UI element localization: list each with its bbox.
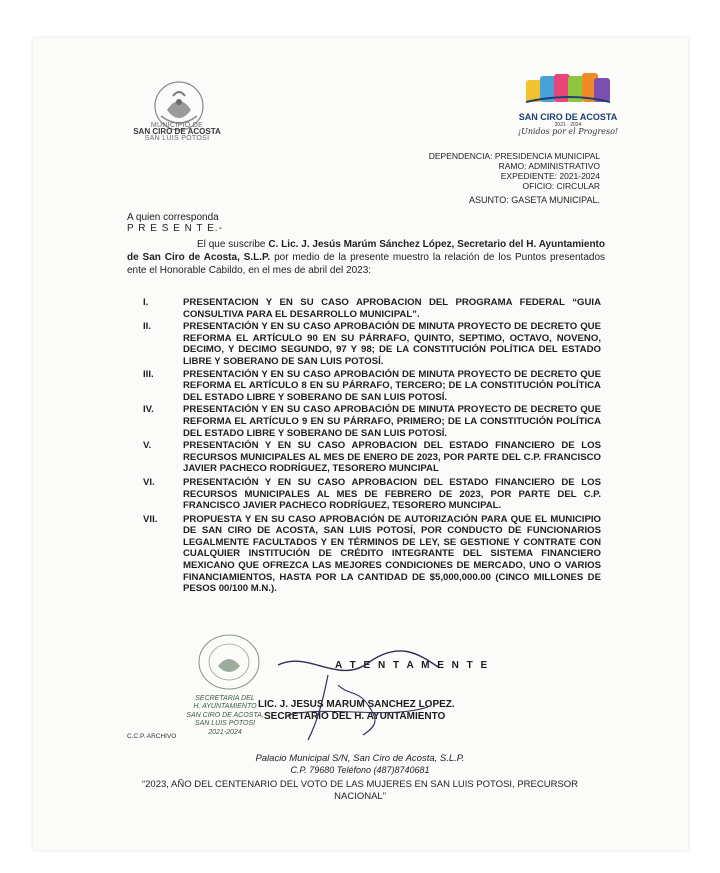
meta-ramo: RAMO: ADMINISTRATIVO — [498, 161, 600, 171]
agenda-list — [143, 297, 601, 595]
ccp-archivo: C.C.P. ARCHIVO — [127, 733, 177, 740]
agenda-item-number: V. — [143, 440, 152, 452]
stamp-line-2: H. AYUNTAMIENTO — [193, 703, 257, 711]
agenda-item-text: PRESENTACION Y EN SU CASO APROBACION DEL PROGRAMA FEDERAL “GUIA CONSULTIVA PARA EL DESARROLLO MUNICIPAL”. — [183, 297, 601, 320]
agenda-item — [143, 477, 601, 512]
closing-atentamente: A T E N T A M E N T E — [335, 660, 490, 671]
agenda-item — [143, 514, 601, 595]
stamp-line-1: SECRETARIA DEL — [195, 695, 255, 702]
logo-title: SAN CIRO DE ACOSTA — [518, 112, 618, 122]
official-stamp-icon — [184, 630, 274, 692]
agenda-item-text: PROPUESTA Y EN SU CASO APROBACIÓN DE AUTORIZACIÓN PARA QUE EL MUNICIPIO DE SAN CIRO DE ACOSTA, SAN LUIS POTOSÍ, POR CONDUCTO DE FUNCIONARIOS LEGALMENTE FACULTADOS Y EN TÉRMINOS DE LEY, SE GESTIONE Y CONTRATE CON CUALQUIER INSTITUCIÓN DE CRÉDITO INTEGRANTE DEL SISTEMA FINANCIERO MEXICANO QUE OFREZCA LAS MEJORES CONDICIONES DE MERCADO, UNO O VARIOS FINANCIAMIENTOS, HASTA POR LA CANTIDAD DE $5,000,000.00 (CINCO MILLONES DE PESOS 00/100 M.N.). — [183, 513, 601, 595]
handwritten-signature-icon — [268, 645, 448, 745]
footer-address: Palacio Municipal S/N, San Ciro de Acosta, S.L.P. — [255, 753, 465, 764]
intro-paragraph — [127, 238, 605, 277]
stamp-line-3: SAN CIRO DE ACOSTA, — [186, 711, 264, 719]
agenda-item-number: II. — [143, 321, 151, 333]
greeting-line-1: A quien corresponda — [127, 212, 219, 223]
agenda-item-text: PRESENTACIÓN Y EN SU CASO APROBACIÓN DE MINUTA PROYECTO DE DECRETO QUE REFORMA EL ARTÍCULO 8 EN SU PÁRRAFO, TERCERO; DE LA CONSTITUCIÓN POLÍTICA DEL ESTADO LIBRE Y SOBERANO DE SAN LUIS POTOSÍ. — [183, 368, 601, 403]
agenda-item-text: PRESENTACIÓN Y EN SU CASO APROBACIÓN DE MINUTA PROYECTO DE DECRETO QUE REFORMA EL ARTÍCULO 90 EN SU PÁRRAFO, QUINTO, SEPTIMO, OCTAVO, NOVENO, DECIMO, Y DECIMO SEGUNDO, 97 Y 98; DE LA CONSTITUCIÓN POLÍTICA DEL ESTADO LIBRE Y SOBERANO DE SAN LUIS POTOSÍ. — [183, 321, 601, 367]
agenda-item-number: I. — [143, 297, 149, 308]
agenda-item — [143, 297, 601, 320]
municipal-logo-icon — [522, 70, 614, 110]
agenda-item — [143, 440, 601, 475]
logo-years: 2021 - 2024 — [554, 122, 582, 128]
meta-expediente: EXPEDIENTE: 2021-2024 — [500, 171, 600, 181]
emblem-municipality-name: SAN CIRO DE ACOSTA — [133, 127, 221, 136]
footer-phone: C.P. 79680 Teléfono (487)8740681 — [290, 765, 430, 775]
greeting-line-2: P R E S E N T E.- — [127, 223, 223, 234]
meta-asunto: ASUNTO: GASETA MUNICIPAL. — [468, 195, 600, 205]
meta-block — [429, 151, 600, 191]
footer-motto-line-1: “2023, AÑO DEL CENTENARIO DEL VOTO DE LAS MUJERES EN SAN LUIS POTOSI, PRECURSOR — [141, 779, 579, 790]
signer-name: LIC. J. JESUS MARUM SANCHEZ LOPEZ. — [258, 699, 455, 710]
meta-oficio: OFICIO: CIRCULAR — [522, 181, 600, 191]
agenda-item-text: PRESENTACIÓN Y EN SU CASO APROBACIÓN DE MINUTA PROYECTO DE DECRETO QUE REFORMA EL ARTÍCULO 9 EN SU PÁRRAFO, PRIMERO; DE LA CONSTITUCIÓN POLÍTICA DEL ESTADO LIBRE Y SOBERANO DE SAN LUIS POTOSÍ. — [183, 404, 601, 439]
agenda-item-number: IV. — [143, 404, 154, 416]
signer-role: SECRETARIO DEL H. AYUNTAMIENTO — [264, 711, 446, 722]
emblem-line-3: SAN LUIS POTOSÍ — [144, 135, 210, 142]
agenda-item-number: VII. — [143, 513, 158, 525]
intro-part-2: por medio de la presente muestro la relación de los Puntos presentados ente el Honorable Cabildo, en el mes de abril del 2023: — [127, 252, 606, 276]
meta-dependencia: DEPENDENCIA: PRESIDENCIA MUNICIPAL — [428, 151, 600, 161]
agenda-item — [143, 321, 601, 367]
agenda-item-text: PRESENTACIÓN Y EN SU CASO APROBACION DEL ESTADO FINANCIERO DE LOS RECURSOS MUNICIPALES AL MES DE ENERO DE 2023, POR PARTE DEL C.P. FRANCISCO JAVIER PACHECO RODRÍGUEZ, TESORERO MUNCIPAL — [183, 440, 601, 475]
intro-part-1: El que suscribe — [197, 239, 269, 250]
agenda-item-number: III. — [143, 368, 154, 380]
intro-bold: C. Lic. J. Jesús Marúm Sánchez López, Secretario del H. Ayuntamiento de San Ciro de Acosta, S.L.P. — [127, 239, 605, 263]
stamp-line-4: SAN LUIS POTOSI — [194, 720, 256, 728]
emblem-line-1: MUNICIPIO DE — [150, 122, 204, 129]
agenda-item-number: VI. — [143, 476, 155, 488]
stamp-line-5: 2021-2024 — [208, 728, 242, 736]
stamp-text — [182, 695, 268, 737]
agenda-item — [143, 369, 601, 404]
logo-motto: ¡Unidos por el Progreso! — [517, 127, 619, 136]
agenda-item-text: PRESENTACIÓN Y EN SU CASO APROBACION DEL ESTADO FINANCIERO DE LOS RECURSOS MUNICIPALES AL MES DE FEBRERO DE 2023, POR PARTE DEL C.P. FRANCISCO JAVIER PACHECO RODRÍGUEZ, TESORERO MUNCIPAL. — [183, 476, 601, 512]
footer-motto-line-2: NACIONAL” — [334, 791, 386, 802]
agenda-item — [143, 404, 601, 439]
